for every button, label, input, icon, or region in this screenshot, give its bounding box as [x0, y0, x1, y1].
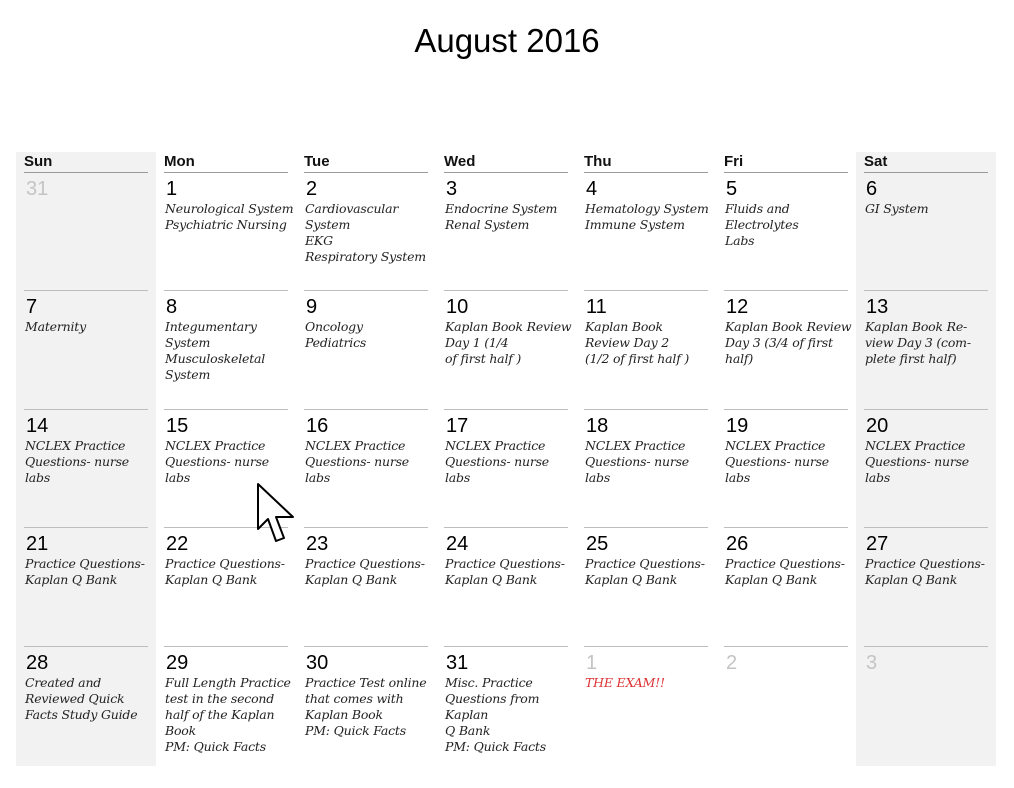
day-number: 25	[586, 533, 609, 556]
day-number: 2	[726, 651, 738, 674]
day-number: 4	[586, 178, 598, 200]
day-notes: Full Length Practice test in the second half of the Kaplan Book PM: Quick Facts	[165, 674, 291, 754]
day-cell[interactable]	[716, 270, 856, 388]
day-cell[interactable]	[436, 270, 576, 388]
day-notes: NCLEX Practice Questions- nurse labs	[445, 437, 550, 485]
day-cell[interactable]	[856, 507, 996, 625]
day-cell[interactable]	[156, 152, 296, 270]
day-number: 23	[306, 533, 329, 556]
day-number: 8	[166, 296, 178, 319]
day-notes: Practice Questions- Kaplan Q Bank	[305, 556, 425, 588]
day-cell[interactable]	[436, 507, 576, 625]
day-cell[interactable]	[856, 270, 996, 388]
day-number: 29	[166, 651, 189, 674]
day-notes: Kaplan Book Review Day 1 (1/4 of first half )	[445, 319, 572, 367]
weekday-label: Mon	[164, 153, 195, 170]
day-number: 31	[446, 651, 469, 674]
day-cell[interactable]	[576, 507, 716, 625]
day-cell[interactable]	[716, 626, 856, 744]
day-cell[interactable]	[296, 389, 436, 507]
day-notes: Neurological System Psychiatric Nursing	[165, 201, 294, 232]
day-notes: Maternity	[25, 319, 86, 335]
day-cell[interactable]	[856, 152, 996, 270]
day-cell[interactable]	[576, 626, 716, 744]
day-notes: Practice Questions- Kaplan Q Bank	[725, 556, 845, 588]
day-cell[interactable]	[296, 507, 436, 625]
day-cell[interactable]	[436, 152, 576, 270]
day-notes: Integumentary System Musculoskeletal System	[165, 319, 266, 383]
day-notes: NCLEX Practice Questions- nurse labs	[725, 437, 830, 485]
day-notes: Practice Test online that comes with Kaplan Book PM: Quick Facts	[305, 674, 427, 738]
day-notes: Misc. Practice Questions from Kaplan Q Bank PM: Quick Facts	[445, 674, 546, 754]
day-number: 17	[446, 414, 469, 437]
day-notes: THE EXAM!!	[585, 674, 665, 690]
weekday-label: Thu	[584, 153, 612, 170]
day-notes: Endocrine System Renal System	[445, 201, 558, 232]
day-cell[interactable]	[716, 152, 856, 270]
day-number: 9	[306, 296, 318, 319]
day-notes: Cardiovascular System EKG Respiratory System	[305, 201, 426, 264]
day-number: 2	[306, 178, 318, 200]
day-notes: Practice Questions- Kaplan Q Bank	[865, 556, 985, 588]
day-number: 26	[726, 533, 749, 556]
weekday-label: Wed	[444, 153, 476, 170]
day-notes: NCLEX Practice Questions- nurse labs	[305, 437, 410, 485]
day-number: 1	[166, 178, 178, 200]
day-cell[interactable]	[156, 626, 296, 754]
day-number: 3	[446, 178, 458, 200]
day-number: 12	[726, 296, 749, 319]
day-notes: Fluids and Electrolytes Labs	[725, 201, 799, 248]
day-cell[interactable]	[436, 389, 576, 507]
day-number: 10	[446, 296, 469, 319]
day-notes: Created and Reviewed Quick Facts Study Guide	[25, 674, 138, 722]
day-cell[interactable]	[296, 626, 436, 744]
day-number: 22	[166, 533, 189, 556]
weekday-label: Fri	[724, 153, 744, 170]
day-number: 27	[866, 533, 889, 556]
calendar-title: August 2016	[414, 22, 600, 59]
day-number: 3	[866, 651, 878, 674]
day-number: 18	[586, 414, 609, 437]
day-notes: Practice Questions- Kaplan Q Bank	[165, 556, 285, 588]
weekday-label: Tue	[304, 153, 330, 170]
day-notes: Kaplan Book Re- view Day 3 (com- plete first half)	[865, 319, 971, 367]
day-notes: Practice Questions- Kaplan Q Bank	[25, 556, 145, 588]
weekday-label: Sun	[24, 153, 53, 170]
day-notes: NCLEX Practice Questions- nurse labs	[865, 437, 970, 485]
day-cell[interactable]	[16, 152, 156, 270]
day-cell[interactable]	[856, 626, 996, 744]
day-notes: NCLEX Practice Questions- nurse labs	[585, 437, 690, 485]
day-cell[interactable]	[296, 270, 436, 388]
day-cell[interactable]	[156, 270, 296, 388]
day-number: 21	[26, 533, 49, 556]
day-cell[interactable]	[16, 507, 156, 625]
day-number: 16	[306, 414, 329, 437]
day-number: 1	[586, 651, 598, 674]
day-number: 31	[26, 178, 49, 200]
day-notes: NCLEX Practice Questions- nurse labs	[25, 437, 130, 485]
day-cell[interactable]	[576, 389, 716, 507]
day-cell[interactable]	[856, 389, 996, 507]
day-cell[interactable]	[16, 389, 156, 507]
day-notes: GI System	[865, 201, 929, 216]
day-number: 28	[26, 651, 49, 674]
day-number: 13	[866, 296, 889, 319]
day-cell[interactable]	[296, 152, 436, 270]
day-notes: Practice Questions- Kaplan Q Bank	[585, 556, 705, 588]
day-number: 24	[446, 533, 469, 556]
weekday-label: Sat	[864, 153, 888, 170]
day-notes: Kaplan Book Review Day 2 (1/2 of first half )	[585, 319, 690, 367]
day-cell[interactable]	[436, 626, 576, 754]
day-cell[interactable]	[716, 389, 856, 507]
day-cell[interactable]	[16, 270, 156, 388]
mouse-cursor-icon	[257, 483, 297, 545]
day-cell[interactable]	[716, 507, 856, 625]
day-number: 15	[166, 414, 189, 437]
day-notes: NCLEX Practice Questions- nurse labs	[165, 437, 270, 485]
day-number: 14	[26, 414, 49, 437]
day-number: 20	[866, 414, 889, 437]
day-number: 30	[306, 651, 329, 674]
day-number: 5	[726, 178, 738, 200]
day-notes: Hematology System Immune System	[585, 201, 709, 232]
month-calendar	[16, 152, 996, 766]
day-notes: Oncology Pediatrics	[305, 319, 367, 351]
day-number: 6	[866, 178, 878, 200]
day-notes: Kaplan Book Review Day 3 (3/4 of first half)	[725, 319, 852, 367]
day-notes: Practice Questions- Kaplan Q Bank	[445, 556, 565, 588]
day-cell[interactable]	[576, 152, 716, 270]
day-number: 7	[26, 296, 38, 319]
day-number: 11	[586, 296, 607, 319]
day-cell[interactable]	[576, 270, 716, 388]
day-cell[interactable]	[16, 626, 156, 744]
day-number: 19	[726, 414, 749, 437]
